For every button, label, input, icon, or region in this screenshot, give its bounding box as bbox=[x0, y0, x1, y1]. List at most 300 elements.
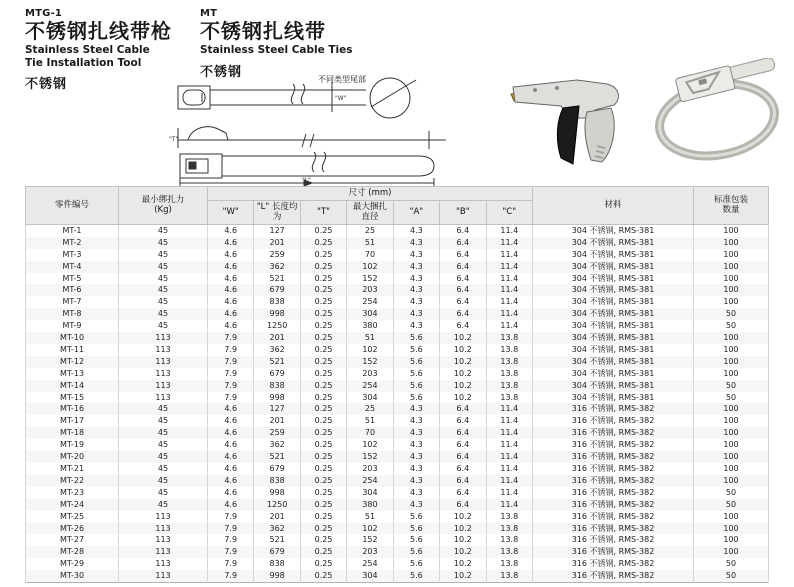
table-cell: MT-13 bbox=[26, 368, 119, 380]
table-cell: 0.25 bbox=[300, 249, 346, 261]
table-cell: 11.4 bbox=[486, 308, 532, 320]
table-cell: MT-2 bbox=[26, 237, 119, 249]
table-cell: MT-20 bbox=[26, 451, 119, 463]
table-cell: 100 bbox=[694, 403, 769, 415]
table-cell: 4.3 bbox=[393, 320, 439, 332]
table-row bbox=[26, 546, 769, 558]
table-cell: 521 bbox=[254, 451, 300, 463]
table-cell: 11.4 bbox=[486, 463, 532, 475]
table-row bbox=[26, 380, 769, 392]
table-cell: 0.25 bbox=[300, 403, 346, 415]
table-cell: 11.4 bbox=[486, 403, 532, 415]
table-cell: 0.25 bbox=[300, 356, 346, 368]
table-cell: 5.6 bbox=[393, 332, 439, 344]
table-cell: 304 bbox=[347, 308, 393, 320]
table-cell: 10.2 bbox=[440, 332, 486, 344]
table-cell: 45 bbox=[119, 439, 208, 451]
table-cell: 304 不锈钢, RMS-381 bbox=[533, 344, 694, 356]
table-cell: 4.3 bbox=[393, 284, 439, 296]
table-cell: MT-21 bbox=[26, 463, 119, 475]
product-subtitle-en bbox=[25, 44, 172, 69]
col-header-material: 材料 bbox=[533, 187, 694, 225]
table-cell: MT-27 bbox=[26, 534, 119, 546]
table-cell: 11.4 bbox=[486, 415, 532, 427]
cable-tie-image bbox=[645, 58, 790, 173]
table-cell: 203 bbox=[347, 546, 393, 558]
col-header-max-dia-line2: 直径 bbox=[361, 212, 379, 223]
table-cell: 152 bbox=[347, 451, 393, 463]
table-cell: 998 bbox=[254, 570, 300, 582]
table-cell: 45 bbox=[119, 320, 208, 332]
table-cell: 254 bbox=[347, 558, 393, 570]
product-material: 不锈钢 bbox=[25, 77, 68, 93]
table-cell: 113 bbox=[119, 380, 208, 392]
col-header-min-force-line1: 最小绑扎力 bbox=[141, 194, 185, 205]
table-cell: 11.4 bbox=[486, 439, 532, 451]
table-cell: 45 bbox=[119, 249, 208, 261]
table-cell: 0.25 bbox=[300, 499, 346, 511]
table-cell: 254 bbox=[347, 296, 393, 308]
drawing-dim-l-label: "L" bbox=[302, 177, 311, 184]
table-row bbox=[26, 332, 769, 344]
table-cell: 13.8 bbox=[486, 570, 532, 582]
table-cell: 100 bbox=[694, 451, 769, 463]
table-cell: 4.6 bbox=[208, 284, 254, 296]
product-title-zh: 不锈钢扎线带 bbox=[200, 19, 326, 43]
table-cell: 259 bbox=[254, 427, 300, 439]
table-cell: 50 bbox=[694, 308, 769, 320]
table-row bbox=[26, 523, 769, 535]
table-cell: 50 bbox=[694, 499, 769, 511]
table-cell: 0.25 bbox=[300, 332, 346, 344]
table-cell: 6.4 bbox=[440, 403, 486, 415]
table-cell: 10.2 bbox=[440, 534, 486, 546]
product-model: MTG-1 bbox=[25, 8, 63, 19]
table-cell: 0.25 bbox=[300, 380, 346, 392]
table-cell: 0.25 bbox=[300, 463, 346, 475]
table-cell: 5.6 bbox=[393, 523, 439, 535]
table-cell: 100 bbox=[694, 332, 769, 344]
table-cell: 11.4 bbox=[486, 499, 532, 511]
table-cell: 100 bbox=[694, 415, 769, 427]
table-cell: 998 bbox=[254, 487, 300, 499]
table-cell: 838 bbox=[254, 475, 300, 487]
product-material: 不锈钢 bbox=[200, 64, 243, 80]
table-cell: MT-15 bbox=[26, 392, 119, 404]
table-cell: 113 bbox=[119, 534, 208, 546]
table-cell: 11.4 bbox=[486, 427, 532, 439]
table-cell: MT-3 bbox=[26, 249, 119, 261]
table-cell: 45 bbox=[119, 237, 208, 249]
table-cell: 7.9 bbox=[208, 546, 254, 558]
table-cell: 102 bbox=[347, 439, 393, 451]
table-cell: 4.6 bbox=[208, 451, 254, 463]
table-cell: 6.4 bbox=[440, 273, 486, 285]
table-cell: 100 bbox=[694, 249, 769, 261]
table-cell: 4.3 bbox=[393, 237, 439, 249]
table-cell: 127 bbox=[254, 224, 300, 236]
table-cell: 113 bbox=[119, 392, 208, 404]
table-cell: 5.6 bbox=[393, 570, 439, 582]
table-cell: 152 bbox=[347, 273, 393, 285]
table-cell: 25 bbox=[347, 403, 393, 415]
table-cell: 6.4 bbox=[440, 284, 486, 296]
table-cell: 70 bbox=[347, 249, 393, 261]
table-cell: 100 bbox=[694, 356, 769, 368]
table-cell: MT-4 bbox=[26, 261, 119, 273]
table-cell: 6.4 bbox=[440, 320, 486, 332]
table-cell: MT-28 bbox=[26, 546, 119, 558]
table-cell: 4.6 bbox=[208, 499, 254, 511]
table-cell: 152 bbox=[347, 356, 393, 368]
table-cell: MT-30 bbox=[26, 570, 119, 582]
table-cell: 4.6 bbox=[208, 261, 254, 273]
table-row bbox=[26, 368, 769, 380]
table-cell: 45 bbox=[119, 415, 208, 427]
table-cell: 521 bbox=[254, 534, 300, 546]
table-cell: 1250 bbox=[254, 320, 300, 332]
table-row bbox=[26, 570, 769, 582]
table-cell: 10.2 bbox=[440, 392, 486, 404]
table-cell: 0.25 bbox=[300, 237, 346, 249]
table-cell: 316 不锈钢, RMS-382 bbox=[533, 523, 694, 535]
table-cell: 5.6 bbox=[393, 368, 439, 380]
table-cell: 838 bbox=[254, 558, 300, 570]
col-header-packaging bbox=[694, 187, 769, 225]
table-cell: 100 bbox=[694, 368, 769, 380]
table-cell: 304 不锈钢, RMS-381 bbox=[533, 273, 694, 285]
table-cell: 113 bbox=[119, 511, 208, 523]
table-cell: MT-22 bbox=[26, 475, 119, 487]
table-cell: 304 不锈钢, RMS-381 bbox=[533, 249, 694, 261]
table-cell: 316 不锈钢, RMS-382 bbox=[533, 487, 694, 499]
cable-tie-photo bbox=[645, 58, 790, 177]
table-cell: 11.4 bbox=[486, 249, 532, 261]
table-cell: MT-14 bbox=[26, 380, 119, 392]
col-header-t: "T" bbox=[300, 200, 346, 224]
table-cell: 11.4 bbox=[486, 451, 532, 463]
table-cell: 5.6 bbox=[393, 534, 439, 546]
table-cell: 113 bbox=[119, 368, 208, 380]
table-cell: 4.6 bbox=[208, 463, 254, 475]
table-cell: 4.3 bbox=[393, 308, 439, 320]
table-cell: 316 不锈钢, RMS-382 bbox=[533, 463, 694, 475]
table-cell: 0.25 bbox=[300, 392, 346, 404]
col-header-min-force-line2: (Kg) bbox=[154, 205, 172, 216]
table-cell: 304 不锈钢, RMS-381 bbox=[533, 308, 694, 320]
table-cell: 0.25 bbox=[300, 570, 346, 582]
table-cell: 45 bbox=[119, 308, 208, 320]
table-cell: 113 bbox=[119, 523, 208, 535]
table-cell: 45 bbox=[119, 261, 208, 273]
table-cell: 11.4 bbox=[486, 296, 532, 308]
table-row bbox=[26, 415, 769, 427]
table-cell: 4.6 bbox=[208, 237, 254, 249]
table-cell: 10.2 bbox=[440, 344, 486, 356]
table-cell: 0.25 bbox=[300, 368, 346, 380]
table-cell: 6.4 bbox=[440, 427, 486, 439]
table-cell: 201 bbox=[254, 511, 300, 523]
table-cell: 11.4 bbox=[486, 224, 532, 236]
table-cell: 6.4 bbox=[440, 439, 486, 451]
table-cell: 6.4 bbox=[440, 487, 486, 499]
table-cell: 4.3 bbox=[393, 499, 439, 511]
table-cell: MT-7 bbox=[26, 296, 119, 308]
table-cell: 50 bbox=[694, 570, 769, 582]
table-cell: 4.6 bbox=[208, 475, 254, 487]
table-cell: MT-10 bbox=[26, 332, 119, 344]
table-cell: MT-11 bbox=[26, 344, 119, 356]
table-cell: 13.8 bbox=[486, 344, 532, 356]
table-cell: 0.25 bbox=[300, 273, 346, 285]
table-row bbox=[26, 356, 769, 368]
table-cell: 304 不锈钢, RMS-381 bbox=[533, 224, 694, 236]
table-cell: 6.4 bbox=[440, 463, 486, 475]
product-subtitle-en: Stainless Steel Cable Ties bbox=[200, 44, 353, 56]
table-cell: 4.6 bbox=[208, 427, 254, 439]
table-cell: 0.25 bbox=[300, 308, 346, 320]
col-header-b: "B" bbox=[440, 200, 486, 224]
table-cell: 0.25 bbox=[300, 475, 346, 487]
table-cell: 304 不锈钢, RMS-381 bbox=[533, 296, 694, 308]
table-cell: 100 bbox=[694, 534, 769, 546]
table-cell: 380 bbox=[347, 320, 393, 332]
table-cell: 7.9 bbox=[208, 356, 254, 368]
table-cell: 45 bbox=[119, 224, 208, 236]
table-cell: 362 bbox=[254, 261, 300, 273]
table-cell: 50 bbox=[694, 558, 769, 570]
page-header bbox=[0, 0, 794, 186]
table-cell: 45 bbox=[119, 463, 208, 475]
table-cell: 10.2 bbox=[440, 523, 486, 535]
table-row bbox=[26, 249, 769, 261]
table-row bbox=[26, 499, 769, 511]
table-cell: 13.8 bbox=[486, 356, 532, 368]
table-cell: 100 bbox=[694, 284, 769, 296]
table-cell: 70 bbox=[347, 427, 393, 439]
table-cell: 4.3 bbox=[393, 273, 439, 285]
table-row bbox=[26, 463, 769, 475]
col-header-max-dia-line1: 最大捆扎 bbox=[352, 201, 387, 212]
table-cell: 5.6 bbox=[393, 392, 439, 404]
table-cell: 51 bbox=[347, 415, 393, 427]
table-cell: 4.6 bbox=[208, 224, 254, 236]
table-cell: 4.6 bbox=[208, 439, 254, 451]
table-cell: 11.4 bbox=[486, 475, 532, 487]
table-cell: 0.25 bbox=[300, 261, 346, 273]
table-cell: 11.4 bbox=[486, 487, 532, 499]
table-cell: 6.4 bbox=[440, 451, 486, 463]
table-cell: MT-18 bbox=[26, 427, 119, 439]
table-cell: 100 bbox=[694, 224, 769, 236]
table-cell: MT-8 bbox=[26, 308, 119, 320]
table-cell: 13.8 bbox=[486, 558, 532, 570]
table-cell: MT-25 bbox=[26, 511, 119, 523]
table-cell: 316 不锈钢, RMS-382 bbox=[533, 403, 694, 415]
table-cell: 51 bbox=[347, 332, 393, 344]
table-cell: 10.2 bbox=[440, 380, 486, 392]
product-model: MT bbox=[200, 8, 218, 19]
drawing-dim-w-label: "W" bbox=[335, 95, 347, 102]
table-row bbox=[26, 439, 769, 451]
table-cell: 10.2 bbox=[440, 546, 486, 558]
table-cell: 45 bbox=[119, 475, 208, 487]
table-cell: 11.4 bbox=[486, 273, 532, 285]
table-cell: 7.9 bbox=[208, 380, 254, 392]
table-row bbox=[26, 475, 769, 487]
col-header-part-no: 零件编号 bbox=[26, 187, 119, 225]
col-header-w: "W" bbox=[208, 200, 254, 224]
table-cell: 100 bbox=[694, 296, 769, 308]
table-cell: 11.4 bbox=[486, 237, 532, 249]
table-cell: 254 bbox=[347, 380, 393, 392]
table-cell: 100 bbox=[694, 439, 769, 451]
table-cell: 6.4 bbox=[440, 499, 486, 511]
table-cell: 4.3 bbox=[393, 261, 439, 273]
table-cell: 6.4 bbox=[440, 249, 486, 261]
table-cell: 316 不锈钢, RMS-382 bbox=[533, 415, 694, 427]
table-cell: 10.2 bbox=[440, 558, 486, 570]
table-cell: 4.3 bbox=[393, 224, 439, 236]
col-header-packaging-line1: 标准包装 bbox=[713, 194, 748, 205]
table-cell: 521 bbox=[254, 356, 300, 368]
table-cell: 304 bbox=[347, 392, 393, 404]
table-cell: 25 bbox=[347, 224, 393, 236]
table-cell: 5.6 bbox=[393, 558, 439, 570]
table-cell: 45 bbox=[119, 273, 208, 285]
col-header-packaging-line2: 数量 bbox=[722, 205, 740, 216]
table-cell: 13.8 bbox=[486, 368, 532, 380]
table-row bbox=[26, 403, 769, 415]
col-header-a: "A" bbox=[393, 200, 439, 224]
table-cell: 521 bbox=[254, 273, 300, 285]
table-cell: 13.8 bbox=[486, 534, 532, 546]
table-cell: 0.25 bbox=[300, 284, 346, 296]
product-title-zh: 不锈钢扎线带枪 bbox=[25, 19, 172, 43]
table-cell: 304 不锈钢, RMS-381 bbox=[533, 320, 694, 332]
table-cell: 4.6 bbox=[208, 415, 254, 427]
table-cell: 100 bbox=[694, 344, 769, 356]
table-cell: 4.3 bbox=[393, 439, 439, 451]
cable-tie-gun-image bbox=[505, 60, 640, 172]
table-row bbox=[26, 511, 769, 523]
table-cell: 4.6 bbox=[208, 403, 254, 415]
table-cell: 316 不锈钢, RMS-382 bbox=[533, 451, 694, 463]
product-subtitle-en-line1: Stainless Steel Cable bbox=[25, 44, 150, 56]
table-row bbox=[26, 344, 769, 356]
table-cell: 254 bbox=[347, 475, 393, 487]
table-cell: MT-9 bbox=[26, 320, 119, 332]
table-cell: 45 bbox=[119, 296, 208, 308]
table-cell: 201 bbox=[254, 237, 300, 249]
spec-table bbox=[25, 186, 769, 583]
table-cell: 203 bbox=[347, 284, 393, 296]
table-cell: MT-26 bbox=[26, 523, 119, 535]
table-cell: MT-16 bbox=[26, 403, 119, 415]
table-row bbox=[26, 237, 769, 249]
table-cell: 0.25 bbox=[300, 344, 346, 356]
table-cell: 45 bbox=[119, 499, 208, 511]
table-cell: 4.3 bbox=[393, 296, 439, 308]
table-row bbox=[26, 487, 769, 499]
table-cell: 102 bbox=[347, 261, 393, 273]
table-cell: 5.6 bbox=[393, 511, 439, 523]
table-cell: 838 bbox=[254, 296, 300, 308]
table-cell: 5.6 bbox=[393, 356, 439, 368]
table-cell: 100 bbox=[694, 237, 769, 249]
table-cell: 10.2 bbox=[440, 356, 486, 368]
table-row bbox=[26, 308, 769, 320]
table-cell: 7.9 bbox=[208, 534, 254, 546]
table-cell: 0.25 bbox=[300, 534, 346, 546]
drawing-note-label: 不同类型尾部 bbox=[318, 75, 366, 84]
table-cell: 304 不锈钢, RMS-381 bbox=[533, 332, 694, 344]
table-cell: 10.2 bbox=[440, 368, 486, 380]
table-cell: 362 bbox=[254, 439, 300, 451]
table-cell: 304 不锈钢, RMS-381 bbox=[533, 261, 694, 273]
table-cell: 316 不锈钢, RMS-382 bbox=[533, 558, 694, 570]
table-row bbox=[26, 284, 769, 296]
table-cell: 0.25 bbox=[300, 487, 346, 499]
table-row bbox=[26, 534, 769, 546]
table-cell: 51 bbox=[347, 511, 393, 523]
table-cell: 6.4 bbox=[440, 415, 486, 427]
table-cell: 201 bbox=[254, 332, 300, 344]
table-cell: 13.8 bbox=[486, 546, 532, 558]
table-cell: 6.4 bbox=[440, 224, 486, 236]
table-cell: 6.4 bbox=[440, 308, 486, 320]
table-cell: 7.9 bbox=[208, 344, 254, 356]
table-cell: 51 bbox=[347, 237, 393, 249]
table-cell: 45 bbox=[119, 487, 208, 499]
table-cell: 50 bbox=[694, 380, 769, 392]
table-cell: 0.25 bbox=[300, 415, 346, 427]
product-block-ties bbox=[200, 8, 353, 80]
table-cell: 4.6 bbox=[208, 249, 254, 261]
col-group-dimensions: 尺寸 (mm) bbox=[208, 187, 533, 201]
table-cell: 45 bbox=[119, 451, 208, 463]
technical-drawing-svg bbox=[166, 74, 458, 186]
table-cell: 5.6 bbox=[393, 546, 439, 558]
table-cell: 45 bbox=[119, 427, 208, 439]
col-header-max-dia bbox=[347, 200, 393, 224]
table-cell: 11.4 bbox=[486, 320, 532, 332]
table-cell: 7.9 bbox=[208, 558, 254, 570]
table-cell: 113 bbox=[119, 344, 208, 356]
table-row bbox=[26, 320, 769, 332]
table-cell: 316 不锈钢, RMS-382 bbox=[533, 499, 694, 511]
table-cell: 304 不锈钢, RMS-381 bbox=[533, 356, 694, 368]
table-cell: 0.25 bbox=[300, 439, 346, 451]
table-cell: 7.9 bbox=[208, 368, 254, 380]
table-cell: 100 bbox=[694, 523, 769, 535]
table-cell: MT-23 bbox=[26, 487, 119, 499]
cable-tie-technical-drawing bbox=[166, 74, 458, 190]
table-cell: 4.3 bbox=[393, 487, 439, 499]
table-cell: MT-1 bbox=[26, 224, 119, 236]
table-cell: 304 bbox=[347, 487, 393, 499]
table-cell: 113 bbox=[119, 546, 208, 558]
table-cell: 50 bbox=[694, 320, 769, 332]
table-cell: 0.25 bbox=[300, 558, 346, 570]
col-header-min-force bbox=[119, 187, 208, 225]
table-cell: 5.6 bbox=[393, 344, 439, 356]
table-cell: MT-19 bbox=[26, 439, 119, 451]
table-cell: 0.25 bbox=[300, 296, 346, 308]
table-cell: 4.3 bbox=[393, 249, 439, 261]
table-cell: 679 bbox=[254, 546, 300, 558]
table-cell: 113 bbox=[119, 332, 208, 344]
